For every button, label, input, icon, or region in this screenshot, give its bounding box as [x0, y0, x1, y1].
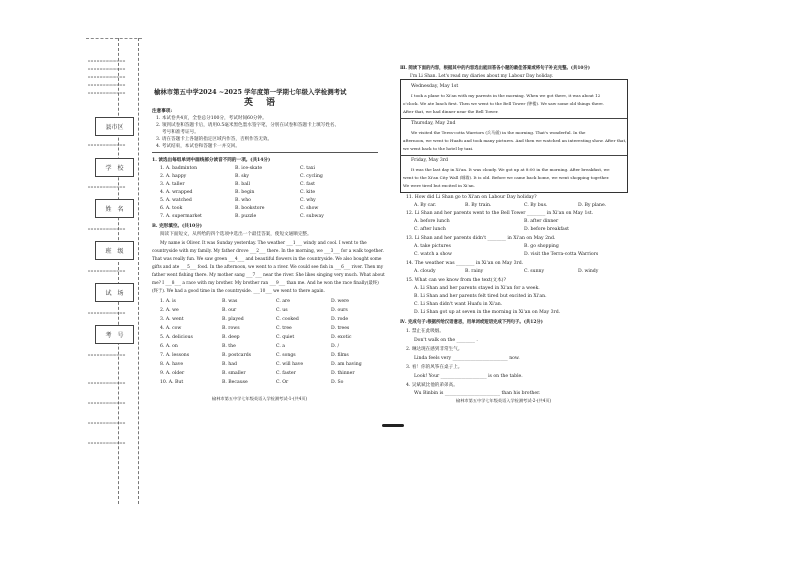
cloze-option: D. exotic	[331, 335, 352, 340]
section-b-title: B. 完形填空。(共10分)	[152, 224, 202, 229]
strip-top-rule	[86, 38, 142, 39]
cloze-option: D. So	[331, 380, 344, 385]
diary-divider	[400, 155, 627, 156]
cloze-option: 7. A. lessons	[160, 353, 190, 358]
strip-field-exam-no: 考 号	[95, 325, 134, 344]
diary-line: went to the Xi'an City Wall (城墙). It is old. Before we came back home, we went shopping together.	[403, 175, 610, 180]
strip-dots: ooooooooooooo	[88, 268, 126, 273]
phonics-option: C. why	[300, 198, 316, 203]
phonics-option: B. sky	[235, 174, 250, 179]
cloze-option: D. films	[331, 353, 349, 358]
passage-line: me? I ___8___ a race with my brother. My brother ran ___9___ than me. And he won the race finally(最终)	[152, 281, 379, 286]
phonics-option: C. show	[300, 206, 319, 211]
strip-field-room: 试 场	[95, 283, 134, 302]
notice-line: 3. 请在答题卡上各题的指定区域内作答，否则作答无效。	[156, 137, 273, 142]
answer-option: D. before breakfast	[524, 227, 569, 232]
cloze-option: D. were	[331, 299, 350, 304]
cloze-option: C. us	[276, 308, 288, 313]
strip-field-name: 姓 名	[95, 199, 134, 218]
passage-line: father went fishing there. My mother sang ___7___ near the river. She likes singing very much. What about	[152, 273, 385, 278]
phonics-option: B. bookstore	[235, 206, 265, 211]
cloze-option: B. deep	[222, 335, 240, 340]
cloze-option: B. smaller	[222, 371, 246, 376]
phonics-option: 4. A. wrapped	[160, 190, 193, 195]
cloze-option: 4. A. cow	[160, 326, 182, 331]
strip-field-county: 县市区	[95, 117, 134, 136]
phonics-option: C. fast	[300, 182, 315, 187]
cloze-option: C. are	[276, 299, 290, 304]
left-page-footer: 榆林市第五中学七年级英语入学检测考试-1-(共4页)	[212, 396, 308, 401]
notice-line: 考号和准考证号。	[156, 130, 199, 135]
cloze-option: B. rows	[222, 326, 240, 331]
strip-dots: ooooooooooooo	[88, 66, 126, 71]
phonics-option: C. kite	[300, 190, 316, 195]
cloze-option: B. Because	[222, 380, 248, 385]
answer-option: B. after dinner	[524, 219, 559, 224]
strip-field-class: 班 级	[95, 241, 134, 260]
answer-option: C. By bus.	[524, 203, 548, 208]
strip-dots: ooooooooooooo	[88, 90, 126, 95]
cloze-option: 10. A. But	[160, 380, 184, 385]
diary-divider	[400, 118, 627, 119]
passage-line: countryside with my family. My father drove ___2___ there. In the morning, we ___3___ for a walk together.	[152, 249, 384, 254]
phonics-option: C. subway	[300, 214, 324, 219]
cloze-option: B. the	[222, 344, 236, 349]
phonics-option: B. ice-skate	[235, 166, 263, 171]
diary-line: afternoon, we went to Huafu and took many pictures. And then we watched an interesting show. After that,	[403, 138, 627, 143]
question: 15. What can we know from the text(文本)?	[406, 278, 506, 283]
phonics-option: B. ball	[235, 182, 250, 187]
cloze-option: 3. A. went	[160, 317, 184, 322]
strip-dots: ooooooooooooo	[88, 310, 126, 315]
right-page-footer: 榆林市第五中学七年级英语入学检测考试-2-(共4页)	[456, 398, 552, 403]
diary-line: We were tired but excited in Xi'an.	[403, 183, 475, 188]
answer-option: C. Li Shan didn't want Huafu in Xi'an.	[414, 302, 503, 307]
strip-dots: ooooooooooooo	[88, 440, 126, 445]
strip-dots: ooooooooooooo	[88, 352, 126, 357]
answer-option: A. cloudy	[414, 269, 436, 274]
question: 12. Li Shan and her parents went to the Bell Tower ________ in Xi'an on May 1st.	[406, 211, 594, 216]
fill-prompt-cn: 1. 禁止在此吸烟。	[406, 329, 445, 334]
fill-sentence: Wu Binbin is ________________________ than his brother.	[414, 391, 541, 396]
fill-prompt-cn: 4. 吴斌斌比他的弟弟高。	[406, 383, 458, 388]
diary-line: After that, we had dinner near the Bell Tower.	[403, 109, 499, 114]
cloze-option: D. thinner	[331, 371, 355, 376]
phonics-option: 6. A. took	[160, 206, 183, 211]
fill-prompt-cn: 2. 琳达现在感到非常生气。	[406, 347, 463, 352]
answer-option: B. Li Shan and her parents felt tired but excited in Xi'an.	[414, 294, 547, 299]
passage-line: That was really fun. We saw green ___4___ and beautiful flowers in the countryside. We also bought some	[152, 257, 382, 262]
diary-line: It was the last day in Xi'an. It was cloudy. We got up at 8:00 in the morning. After breakfast, we	[411, 167, 610, 172]
cloze-option: B. our	[222, 308, 237, 313]
phonics-option: 1. A. badminton	[160, 166, 198, 171]
diary-line: I took a plane to Xi'an with my parents in the morning. When we got there, it was about 12	[411, 93, 601, 98]
phonics-option: B. puzzle	[235, 214, 257, 219]
strip-dots: ooooooooooooo	[88, 74, 126, 79]
cloze-option: C. songs	[276, 353, 296, 358]
answer-option: D. windy	[578, 269, 599, 274]
phonics-option: C. taxi	[300, 166, 315, 171]
question: 13. Li Shan and her parents didn't ________ in Xi'an on May 2nd.	[406, 236, 556, 241]
phonics-option: 7. A. supermarket	[160, 214, 202, 219]
phonics-option: C. cycling	[300, 174, 323, 179]
answer-option: A. before lunch	[414, 219, 450, 224]
scan-mark	[382, 424, 404, 427]
diary-line: o'clock. We ate lunch first. Then we went to the Bell Tower (钟楼). We saw some old things there.	[403, 101, 605, 106]
subject-title: 英 语	[244, 98, 278, 108]
notice-line: 1. 本试卷共4页，全卷总分100分，考试时间60分钟。	[156, 116, 267, 121]
diary-heading: Friday, May 3rd	[411, 158, 448, 163]
fill-sentence: Look! Your ____________________ is on the table.	[414, 374, 523, 379]
cloze-option: D. ours	[331, 308, 348, 313]
diary-line: We visited the Terra-cotta Warriors (兵马俑) in the morning. That's wonderful. In the	[411, 130, 586, 135]
answer-option: A. By car.	[414, 203, 437, 208]
strip-dots: ooooooooooooo	[88, 400, 126, 405]
passage-line: gifts and ate ___5___ food. In the afternoon, we went to a river. We could see fish in ___6___ river. Then my	[152, 265, 384, 270]
cloze-option: 2. A. we	[160, 308, 179, 313]
cloze-option: D. am having	[331, 362, 362, 367]
answer-option: B. rainy	[465, 269, 484, 274]
cloze-option: B. played	[222, 317, 244, 322]
cloze-option: C. will have	[276, 362, 304, 367]
answer-option: C. watch a show	[414, 252, 452, 257]
passage-line: My name is Oliver. It was Sunday yesterday. The weather ___1___ windy and cool. I went to the	[160, 241, 367, 246]
answer-option: A. Li Shan and her parents stayed in Xi'an for a week.	[414, 286, 540, 291]
reading-intro: I'm Li Shan. Let's read my diaries about my Labour Day holiday.	[410, 74, 553, 79]
cloze-option: 5. A. delicious	[160, 335, 193, 340]
cloze-option: B. had	[222, 362, 237, 367]
section-4-title: Ⅳ. 完成句子:根据所给汉语意思，用单词或短语完成下列句子。(共12分)	[400, 320, 543, 325]
question: 11. How did Li Shan go to Xi'an on Labour Day holiday?	[406, 195, 537, 200]
fill-prompt-cn: 3. 看！你的风筝在桌子上。	[406, 365, 463, 370]
strip-dots: ooooooooooooo	[88, 82, 126, 87]
answer-option: B. By train.	[465, 203, 492, 208]
notice-title: 注意事项:	[152, 109, 173, 114]
cloze-option: 9. A. older	[160, 371, 185, 376]
strip-dots: ooooooooooooo	[88, 184, 126, 189]
diary-heading: Wednesday, May 1st	[411, 84, 459, 89]
section-b-instructions: 阅读下面短文，从所给的四个选项中选出一个最佳答案，使短文通顺完整。	[160, 232, 312, 237]
answer-option: D. By plane.	[578, 203, 607, 208]
strip-dots: ooooooooooooo	[88, 142, 126, 147]
answer-option: C. sunny	[524, 269, 545, 274]
passage-line: (终于). We had a good time in the countryside. ___10___ we went to there again.	[152, 289, 325, 294]
fill-sentence: Linda feels very ________________________ now.	[414, 356, 520, 361]
cloze-option: 6. A. on	[160, 344, 178, 349]
phonics-option: 5. A. watched	[160, 198, 192, 203]
notice-line: 2. 领到试卷和答题卡后，请用0.5毫米黑色墨水签字笔，分别在试卷和答题卡上填写姓名、	[156, 123, 340, 128]
cloze-option: C. a	[276, 344, 286, 349]
answer-option: D. Li Shan got up at seven in the morning in Xi'an on May 3rd.	[414, 310, 561, 315]
answer-option: B. go shopping	[524, 244, 559, 249]
fill-sentence: Don't walk on the ________ .	[414, 338, 478, 343]
answer-option: C. after lunch	[414, 227, 446, 232]
cloze-option: C. faster	[276, 371, 296, 376]
exam-title: 榆林市第五中学2024 ~2025 学年度第一学期七年级入学检测考试	[154, 88, 347, 96]
phonics-option: 3. A. taller	[160, 182, 185, 187]
cloze-option: C. Or	[276, 380, 289, 385]
question: 14. The weather was ________ in Xi'an on May 3rd.	[406, 261, 524, 266]
phonics-option: 2. A. happy	[160, 174, 187, 179]
answer-option: D. visit the Terra-cotta Warriors	[524, 252, 599, 257]
diary-line: we went back to the hotel by taxi.	[403, 146, 474, 151]
cloze-option: C. tree	[276, 326, 292, 331]
strip-dots: ooooooooooooo	[88, 226, 126, 231]
section-divider	[152, 152, 378, 153]
strip-dots: ooooooooooooo	[88, 420, 126, 425]
cloze-option: B. was	[222, 299, 238, 304]
answer-option: A. take pictures	[414, 244, 451, 249]
diary-heading: Thursday, May 2nd	[411, 121, 456, 126]
cloze-option: C. cooked	[276, 317, 299, 322]
notice-line: 4. 考试结束，本试卷和答题卡一并交回。	[156, 144, 240, 149]
strip-dots: ooooooooooooo	[88, 58, 126, 63]
cloze-option: 8. A. have	[160, 362, 184, 367]
phonics-option: B. who	[235, 198, 251, 203]
strip-line	[138, 38, 139, 504]
cloze-option: D. rode	[331, 317, 349, 322]
cloze-option: 1. A. is	[160, 299, 176, 304]
cloze-option: C. quiet	[276, 335, 295, 340]
section-a-title: 1. 读选出每组单词中画线部分读音不同的一项。(共14分)	[152, 158, 271, 163]
strip-field-school: 学 校	[95, 158, 134, 177]
strip-dots: ooooooooooooo	[88, 380, 126, 385]
cloze-option: D. /	[331, 344, 339, 349]
cloze-option: D. trees	[331, 326, 350, 331]
cloze-option: B. postcards	[222, 353, 252, 358]
section-3-title: Ⅲ. 阅读下面的内容，根据其中的内容选出能回答各小题的最佳答案或将句子补充完整。(共10分)	[400, 66, 590, 71]
phonics-option: B. begin	[235, 190, 255, 195]
